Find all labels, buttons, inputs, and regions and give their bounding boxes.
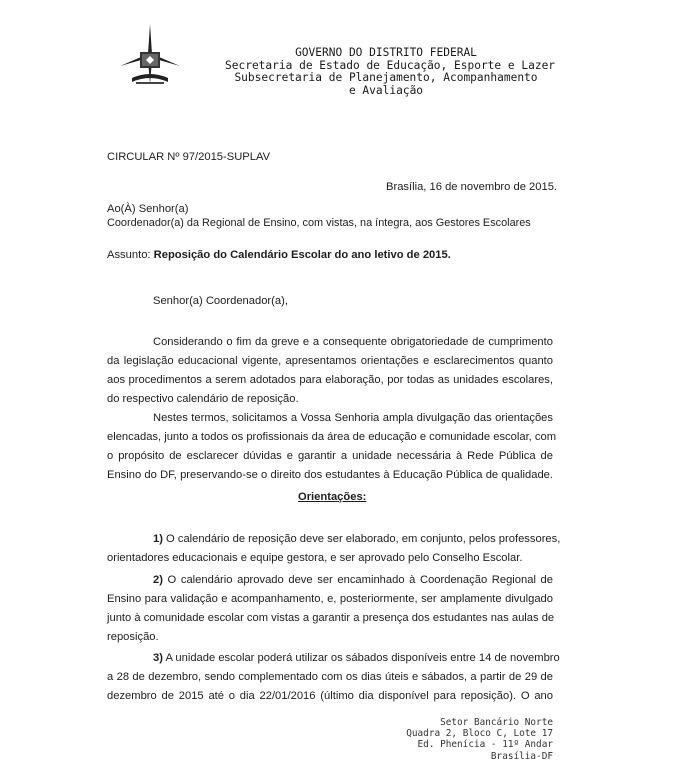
subsecretariat-name: Subsecretaria de Planejamento, Acompanhamento (234, 71, 538, 85)
gdf-emblem-icon (118, 22, 182, 92)
subsecretariat-name-cont: e Avaliação (348, 83, 424, 97)
addressee-line-1: Ao(À) Senhor(a) (107, 203, 189, 215)
document-date: Brasília, 16 de novembro de 2015. (386, 181, 558, 193)
item-1-number: 1) (153, 533, 163, 545)
item-1-line-1: 1) O calendário de reposição deve ser elaborado, em conjunto, pelos professores, (153, 533, 561, 545)
paragraph-1-line-2: da legislação educacional vigente, apresentamos orientações e esclarecimentos quanto (107, 355, 553, 367)
subject-text: Reposição do Calendário Escolar do ano letivo de 2015. (153, 249, 451, 261)
salutation: Senhor(a) Coordenador(a), (153, 295, 288, 307)
letterhead (225, 46, 556, 97)
item-3-number: 3) (153, 652, 163, 664)
circular-number: CIRCULAR Nº 97/2015-SUPLAV (107, 151, 271, 163)
paragraph-2-line-4: Ensino do DF, preservando-se o direito dos estudantes à Educação Pública de qualidade. (107, 469, 553, 481)
footer-line-1: Setor Bancário Norte (440, 717, 553, 728)
item-1-line-2: orientadores educacionais e equipe gestora, e ser aprovado pelo Conselho Escolar. (107, 552, 523, 564)
subject-label: Assunto: (107, 249, 154, 261)
item-2-line-3: junto à comunidade escolar com vistas a garantir a presença dos estudantes nas aulas de (107, 612, 555, 624)
item-2-line-1: 2) O calendário aprovado deve ser encaminhado à Coordenação Regional de (153, 574, 553, 586)
paragraph-2-line-1: Nestes termos, solicitamos a Vossa Senhoria ampla divulgação das orientações (153, 412, 553, 424)
item-3-line-2: a 28 de dezembro, sendo complementado com os dias úteis e sábados, a partir de 29 de (107, 671, 553, 683)
footer-line-2: Quadra 2, Bloco C, Lote 17 (406, 728, 553, 740)
paragraph-2-line-2: elencadas, junto a todos os profissionais da área de educação e comunidade escolar, com (107, 431, 557, 443)
item-3-line-3: dezembro de 2015 até o dia 22/01/2016 (último dia disponível para reposição). O ano (107, 690, 553, 702)
item-2-number: 2) (153, 574, 163, 586)
addressee-line-2: Coordenador(a) da Regional de Ensino, com vistas, na íntegra, aos Gestores Escolares (107, 217, 531, 229)
item-2-line-4: reposição. (107, 631, 159, 643)
paragraph-2-line-3: o propósito de esclarecer dúvidas e garantir a unidade necessária à Rede Pública de (107, 450, 553, 462)
paragraph-1-line-1: Considerando o fim da greve e a consequente obrigatoriedade de cumprimento (153, 336, 553, 348)
item-3-line-1: 3) A unidade escolar poderá utilizar os sábados disponíveis entre 14 de novembro (153, 652, 560, 664)
government-name: GOVERNO DO DISTRITO FEDERAL (295, 46, 477, 59)
orientacoes-title: Orientações: (298, 491, 367, 503)
address-footer (406, 717, 553, 762)
item-2-line-2: Ensino para validação e acompanhamento, e, posteriormente, ser amplamente divulgado (107, 593, 553, 605)
paragraph-1-line-3: aos procedimentos a serem adotados para elaboração, por todas as unidades escolares, (107, 374, 553, 386)
footer-line-3: Ed. Phenícia - 11º Andar (417, 739, 553, 751)
paragraph-1-line-4: do respectivo calendário de reposição. (107, 393, 299, 405)
secretariat-name: Secretaria de Estado de Educação, Esporte e Lazer (225, 58, 556, 72)
subject-line (107, 249, 451, 262)
footer-line-4: Brasília-DF (490, 750, 553, 762)
